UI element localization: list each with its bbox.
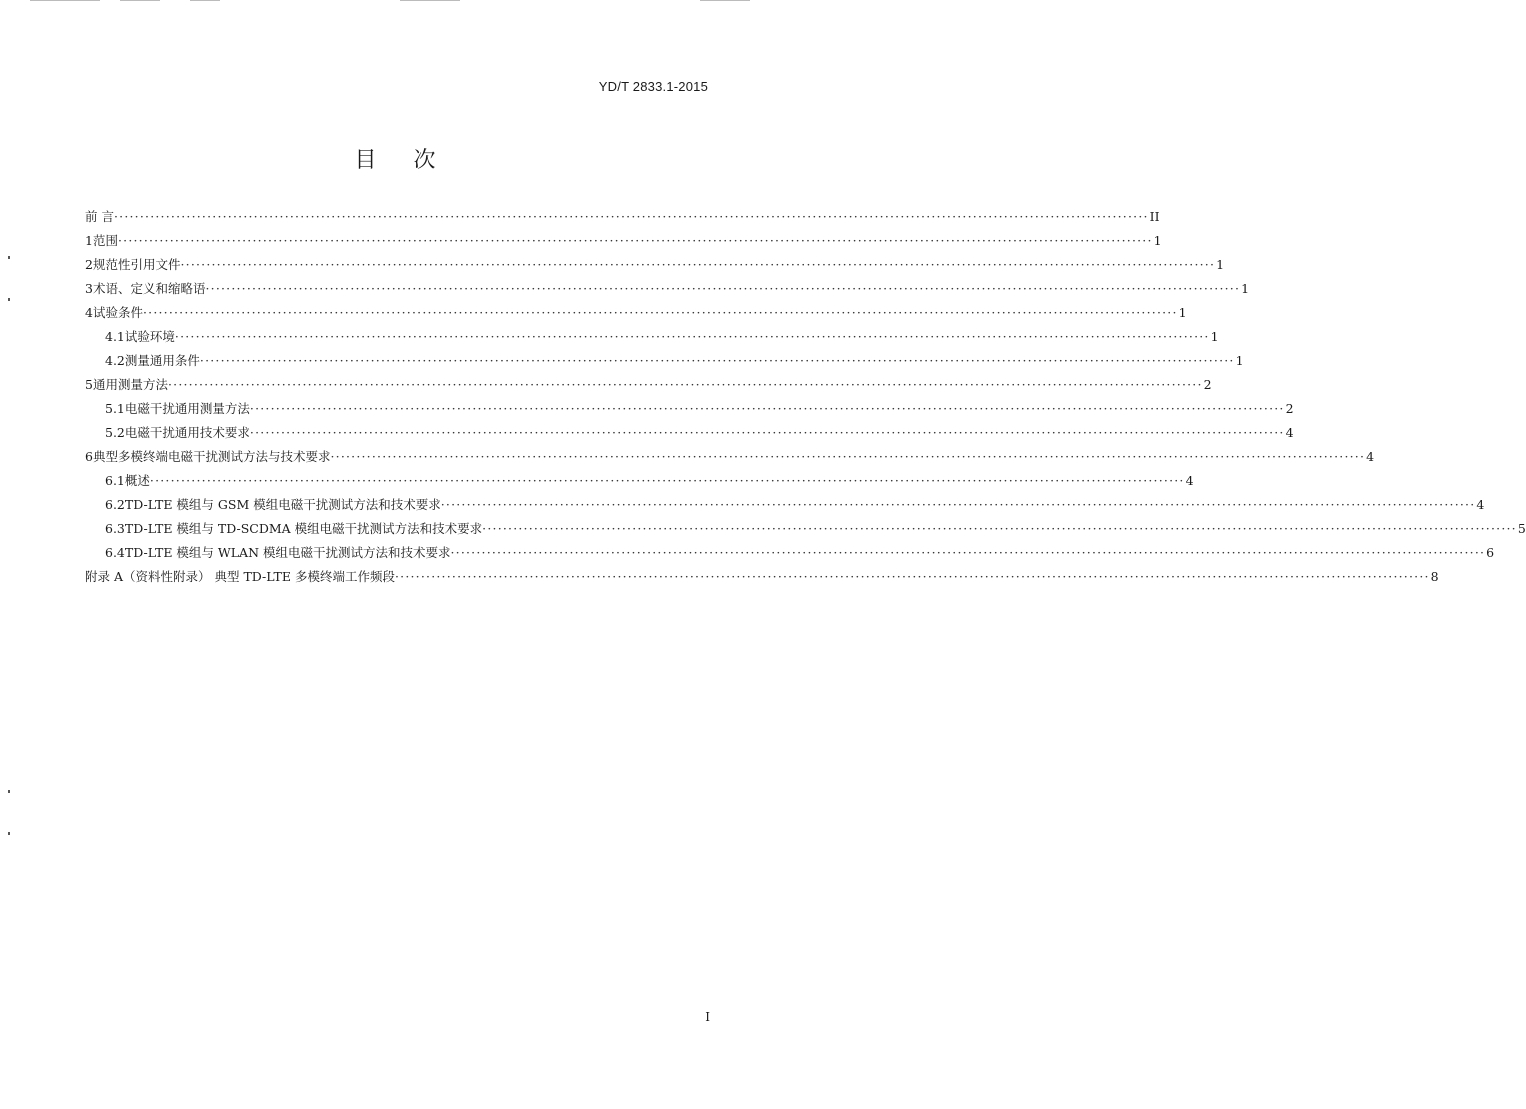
toc-entry	[85, 231, 1162, 255]
toc-leader-dots: ········································································································································································································	[249, 425, 1285, 440]
toc-entry-page: 2	[1285, 401, 1294, 416]
toc-entry	[105, 471, 1194, 495]
toc-leader-dots: ········································································································································································································	[199, 353, 1235, 368]
toc-entry-page: 1	[1178, 305, 1187, 320]
toc-entry-page: 1	[1210, 329, 1219, 344]
toc-entry	[85, 567, 1439, 591]
toc-entry-label: 规范性引用文件	[92, 257, 181, 272]
toc-entry-number: 5.1	[105, 401, 125, 416]
toc-leader-dots: ········································································································································································································	[142, 305, 1178, 320]
scan-speck	[8, 790, 10, 793]
toc-entry-number: 4	[85, 305, 93, 320]
toc-entry-label: 前 言	[85, 209, 114, 224]
scan-edge-line	[400, 0, 460, 1]
toc-entry-number: 6.2	[105, 497, 125, 512]
toc-entry	[105, 399, 1294, 423]
toc-entry-label: 概述	[124, 473, 150, 488]
toc-leader-dots: ········································································································································································································	[249, 401, 1285, 416]
toc-entry-number: 6.1	[105, 473, 125, 488]
toc-entry-number: 2	[85, 257, 93, 272]
toc-leader-dots: ········································································································································································································	[440, 497, 1476, 512]
toc-entry-number: 4.1	[105, 329, 125, 344]
toc-entry-label: TD-LTE 模组与 WLAN 模组电磁干扰测试方法和技术要求	[124, 545, 451, 560]
toc-entry-number: 5.2	[105, 425, 125, 440]
toc-entry-page: 4	[1366, 449, 1375, 464]
toc-entry-label: 附录 A（资料性附录） 典型 TD-LTE 多模终端工作频段	[85, 569, 395, 584]
scan-edge-line	[120, 0, 160, 1]
toc-entry-number: 6.4	[105, 545, 125, 560]
toc-entry-label: 范围	[92, 233, 118, 248]
toc-entry-label: 电磁干扰通用测量方法	[124, 401, 250, 416]
toc-entry-page: 1	[1241, 281, 1250, 296]
toc-leader-dots: ········································································································································································································	[482, 521, 1517, 536]
toc-entry	[85, 303, 1187, 327]
toc-leader-dots: ········································································································································································································	[450, 545, 1486, 560]
toc-leader-dots: ········································································································································································································	[149, 473, 1185, 488]
toc-leader-dots: ········································································································································································································	[167, 377, 1203, 392]
toc-entry-label: 典型多模终端电磁干扰测试方法与技术要求	[92, 449, 331, 464]
toc-entry-page: 4	[1185, 473, 1194, 488]
toc-entry-label: TD-LTE 模组与 TD-SCDMA 模组电磁干扰测试方法和技术要求	[124, 521, 483, 536]
toc-entry	[105, 423, 1294, 447]
toc-entry-number: 6.3	[105, 521, 125, 536]
toc-entry	[85, 207, 1160, 231]
toc-entry-label: 试验条件	[92, 305, 143, 320]
toc-entry	[85, 375, 1212, 399]
toc-entry-page: 4	[1285, 425, 1294, 440]
toc-entry	[105, 519, 1526, 543]
toc-entry	[105, 495, 1485, 519]
toc-entry-page: 8	[1430, 569, 1439, 584]
scan-edge-line	[190, 0, 220, 1]
toc-entry-page: 1	[1235, 353, 1244, 368]
toc-leader-dots: ········································································································································································································	[113, 209, 1149, 224]
toc-entry	[85, 255, 1225, 279]
toc-entry	[105, 351, 1244, 375]
toc-entry-label: 电磁干扰通用技术要求	[124, 425, 250, 440]
toc-leader-dots: ········································································································································································································	[180, 257, 1216, 272]
toc-entry-label: 术语、定义和缩略语	[92, 281, 206, 296]
scan-speck	[8, 298, 10, 301]
toc-entry-label: 试验环境	[124, 329, 175, 344]
toc-entry	[105, 543, 1495, 567]
toc-entry-page: 1	[1216, 257, 1225, 272]
toc-entry	[85, 447, 1375, 471]
toc-entry-page: 6	[1486, 545, 1495, 560]
toc-leader-dots: ········································································································································································································	[205, 281, 1241, 296]
scan-speck	[8, 256, 10, 259]
toc-leader-dots: ········································································································································································································	[394, 569, 1430, 584]
scan-edge-line	[30, 0, 100, 1]
page-number: I	[705, 1010, 710, 1024]
toc-entry	[105, 327, 1219, 351]
toc-entry-page: II	[1149, 209, 1160, 224]
toc-leader-dots: ········································································································································································································	[330, 449, 1366, 464]
toc-entry-label: TD-LTE 模组与 GSM 模组电磁干扰测试方法和技术要求	[124, 497, 441, 512]
page-title: 目 次	[354, 148, 438, 173]
toc-entry-label: 测量通用条件	[124, 353, 200, 368]
standard-code: YD/T 2833.1-2015	[598, 79, 708, 94]
toc-entry-number: 6	[85, 449, 93, 464]
toc-entry-number: 4.2	[105, 353, 125, 368]
scan-speck	[8, 832, 10, 835]
toc-leader-dots: ········································································································································································································	[174, 329, 1210, 344]
toc-entry-number: 1	[85, 233, 93, 248]
toc-entry-page: 5	[1517, 521, 1526, 536]
toc-leader-dots: ········································································································································································································	[117, 233, 1153, 248]
toc-entry-page: 2	[1203, 377, 1212, 392]
toc-entry-page: 4	[1476, 497, 1485, 512]
toc-entry-number: 3	[85, 281, 93, 296]
toc-entry	[85, 279, 1250, 303]
toc-entry-label: 通用测量方法	[92, 377, 168, 392]
scan-edge-line	[700, 0, 750, 1]
toc-entry-page: 1	[1153, 233, 1162, 248]
toc-entry-number: 5	[85, 377, 93, 392]
